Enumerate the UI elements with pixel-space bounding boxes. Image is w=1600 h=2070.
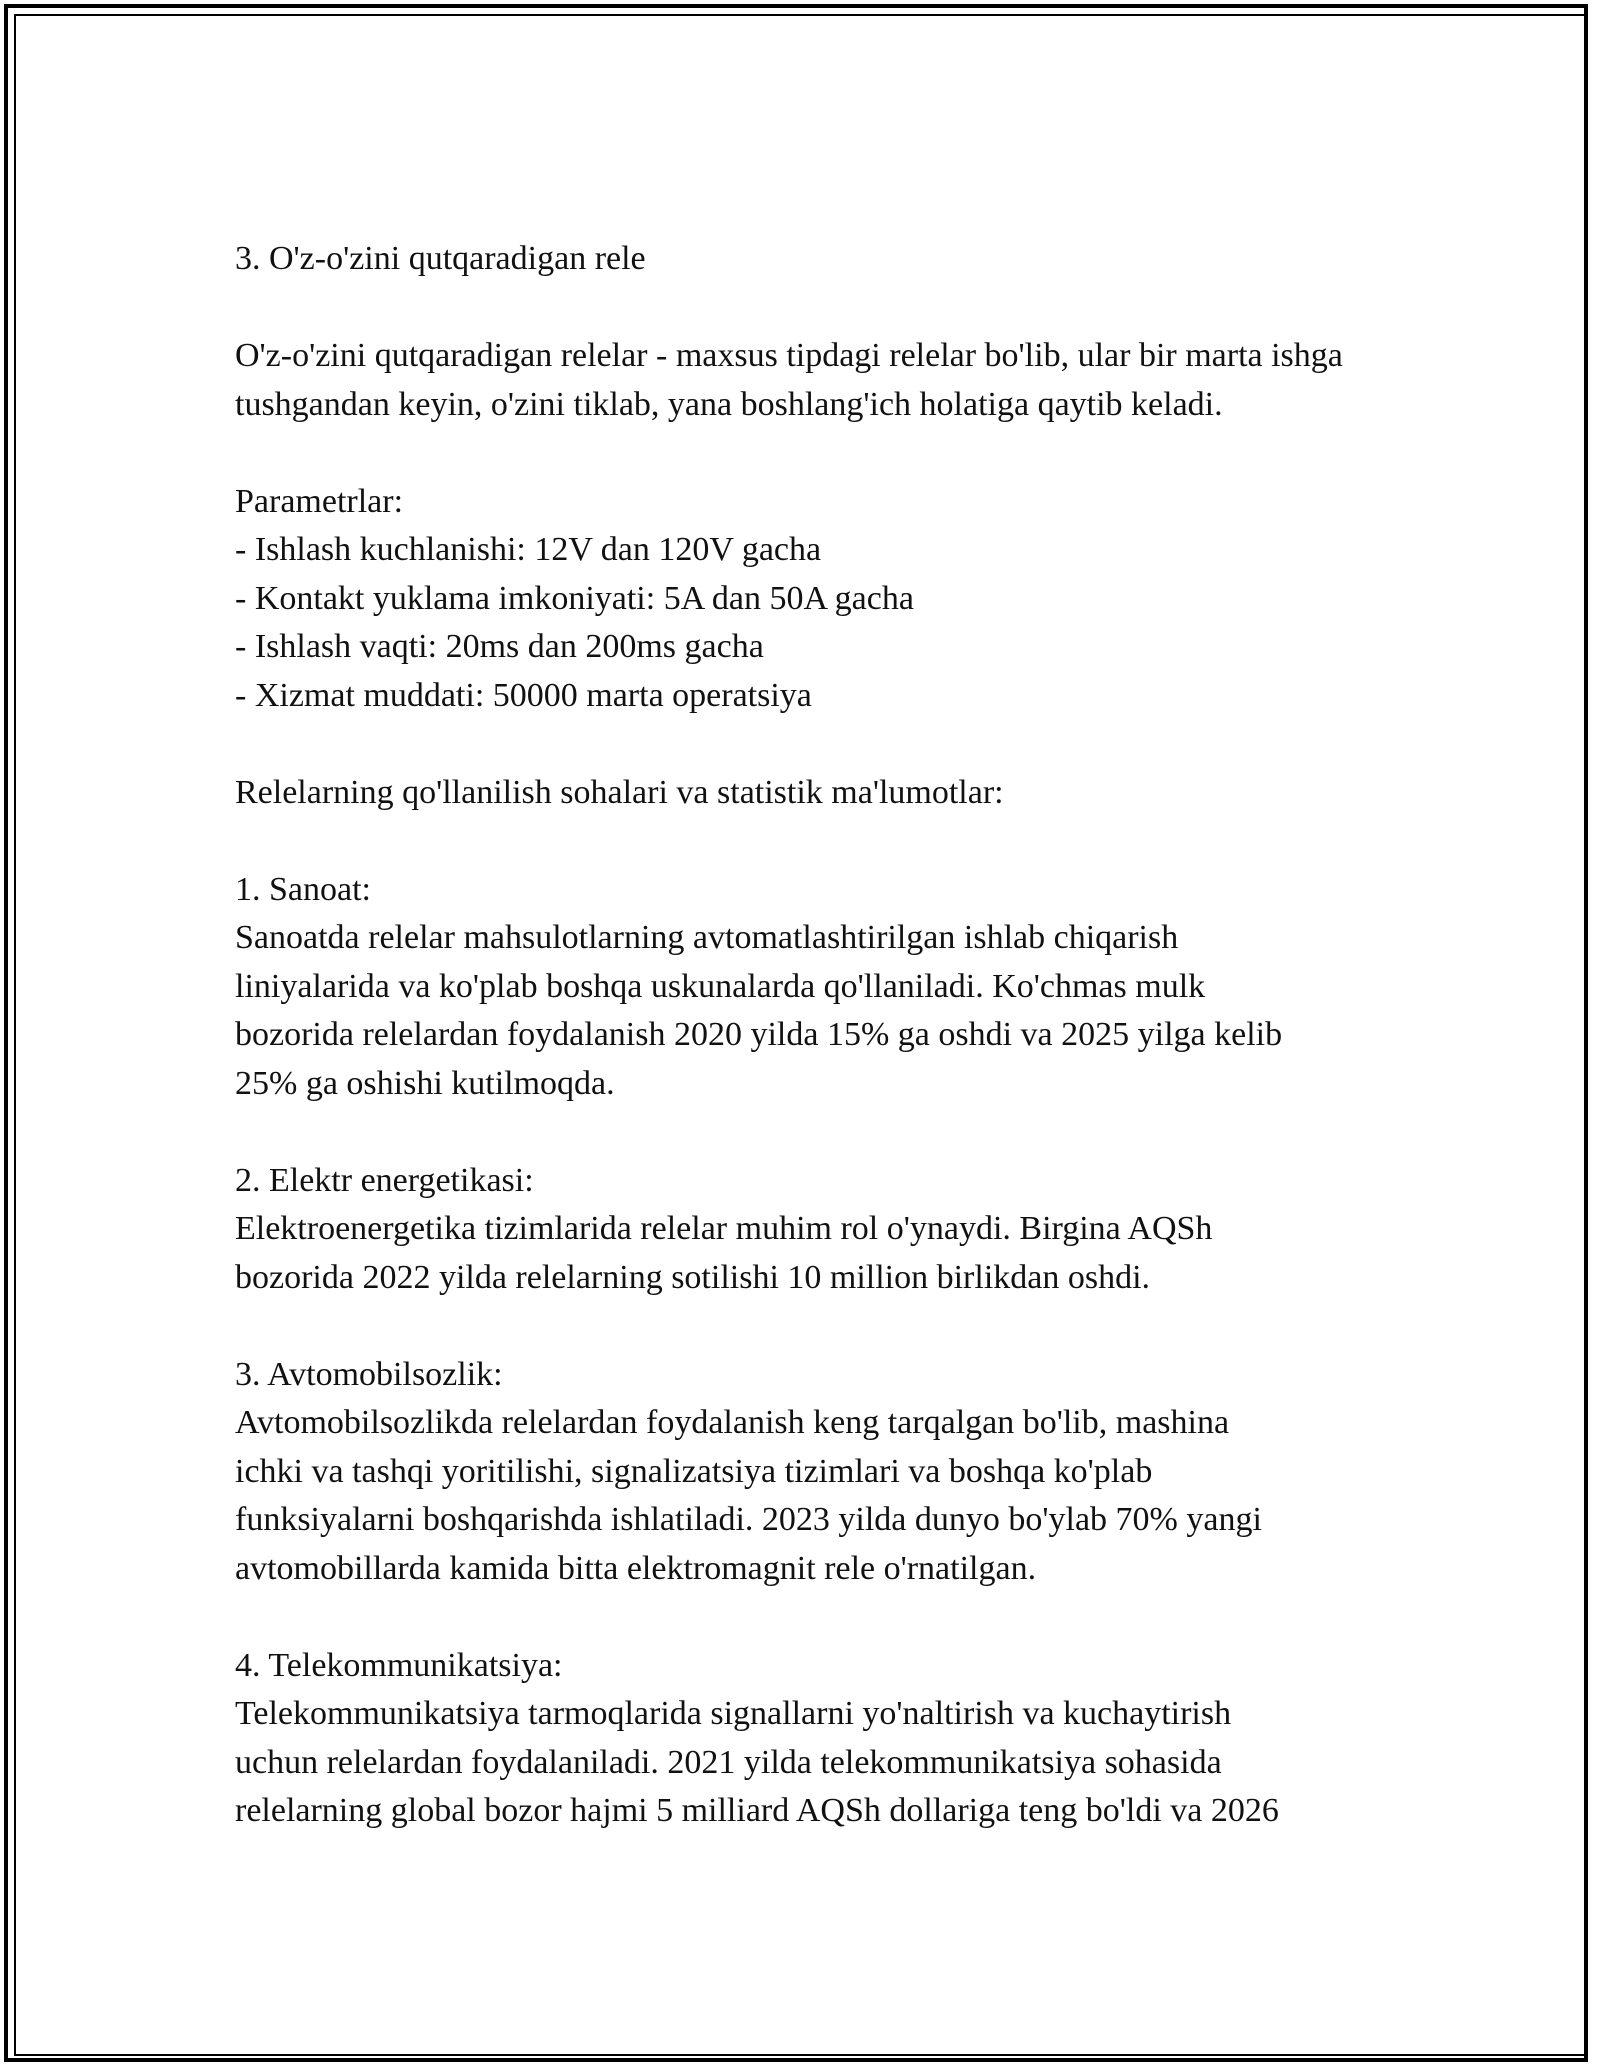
text-line: bozorida relelardan foydalanish 2020 yilda 15% ga oshdi va 2025 yilga kelib: [235, 1016, 1283, 1053]
section-title: 3. O'z-o'zini qutqaradigan rele: [235, 240, 646, 277]
text-line: Sanoatda relelar mahsulotlarning avtomatlashtirilgan ishlab chiqarish: [235, 919, 1179, 956]
text-line: avtomobillarda kamida bitta elektromagnit rele o'rnatilgan.: [235, 1549, 1037, 1587]
spacer: [235, 817, 1395, 866]
application-automotive: [235, 1351, 1395, 1594]
params-title: Parametrlar:: [235, 482, 404, 520]
application-power: [235, 1157, 1395, 1303]
param-item: - Ishlash kuchlanishi: 12V dan 120V gacha: [235, 531, 822, 568]
text-line: Telekommunikatsiya tarmoqlarida signallarni yo'naltirish va kuchaytirish: [235, 1695, 1232, 1732]
document-body: [235, 235, 1395, 1836]
spacer: [235, 1593, 1395, 1642]
application-heading: 1. Sanoat:: [235, 870, 371, 908]
spacer: [235, 720, 1395, 769]
param-item: - Kontakt yuklama imkoniyati: 5A dan 50A gacha: [235, 579, 914, 617]
spacer: [235, 429, 1395, 478]
applications-title: Relelarning qo'llanilish sohalari va statistik ma'lumotlar:: [235, 773, 1004, 811]
text-line: Elektroenergetika tizimlarida relelar muhim rol o'ynaydi. Birgina AQSh: [235, 1210, 1213, 1247]
text-line: liniyalarida va ko'plab boshqa uskunalarda qo'llaniladi. Ko'chmas mulk: [235, 967, 1206, 1005]
text-line: funksiyalarni boshqarishda ishlatiladi. 2023 yilda dunyo bo'ylab 70% yangi: [235, 1501, 1262, 1538]
spacer: [235, 1302, 1395, 1351]
text-line: ichki va tashqi yoritilishi, signalizatsiya tizimlari va boshqa ko'plab: [235, 1452, 1153, 1490]
intro-paragraph: O'z-o'zini qutqaradigan relelar - maxsus tipdagi relelar bo'lib, ular bir marta ishga tushgandan keyin, o'zini tiklab, yana boshlang'ich holatiga qaytib keladi.: [235, 337, 1343, 423]
application-heading: 2. Elektr energetikasi:: [235, 1161, 534, 1199]
application-telecom: [235, 1642, 1395, 1836]
param-item: - Xizmat muddati: 50000 marta operatsiya: [235, 676, 812, 714]
spacer: [235, 284, 1395, 333]
text-line: relelarning global bozor hajmi 5 milliard AQSh dollariga teng bo'ldi va 2026: [235, 1792, 1279, 1829]
param-item: - Ishlash vaqti: 20ms dan 200ms gacha: [235, 628, 764, 665]
text-line: uchun relelardan foydalaniladi. 2021 yilda telekommunikatsiya sohasida: [235, 1743, 1222, 1781]
application-heading: 4. Telekommunikatsiya:: [235, 1646, 563, 1684]
application-industry: [235, 866, 1395, 1109]
text-line: bozorida 2022 yilda relelarning sotilishi 10 million birlikdan oshdi.: [235, 1258, 1151, 1296]
text-line: Avtomobilsozlikda relelardan foydalanish keng tarqalgan bo'lib, mashina: [235, 1404, 1230, 1441]
application-heading: 3. Avtomobilsozlik:: [235, 1355, 503, 1393]
spacer: [235, 1108, 1395, 1157]
text-line: 25% ga oshishi kutilmoqda.: [235, 1064, 615, 1102]
